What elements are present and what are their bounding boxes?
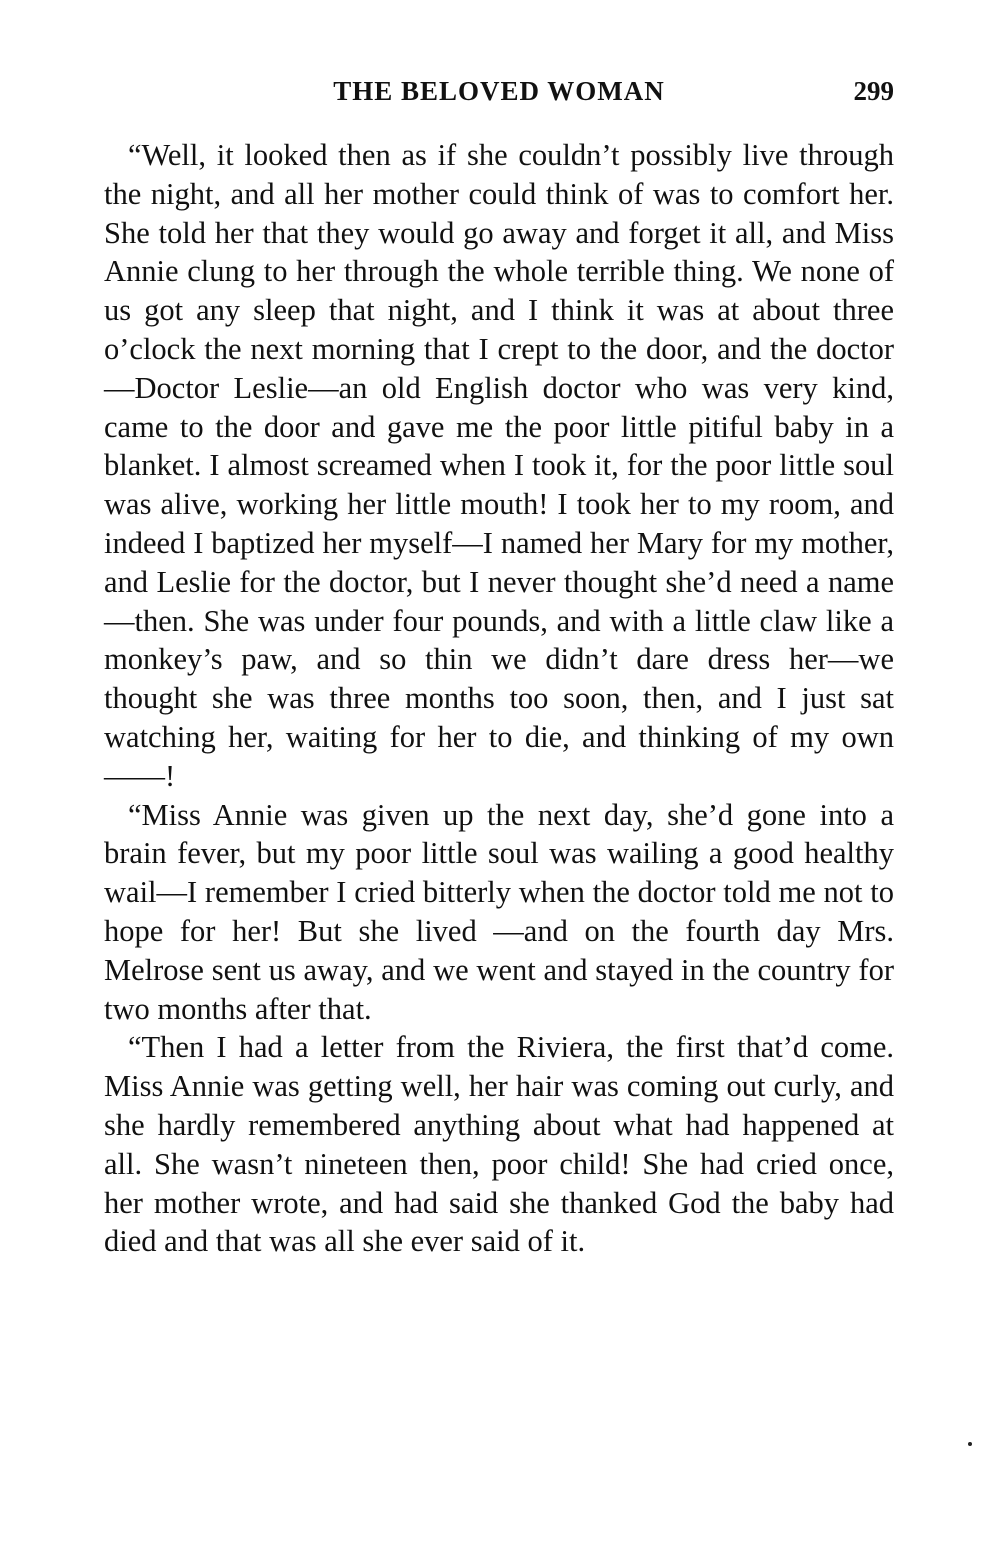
paragraph-3: “Then I had a letter from the Riviera, the first that’d come. Miss Annie was getting well, her hair was coming out curly, and she hardly remembered anything about what had happened at all. She wasn’t nineteen then, poor child! She had cried once, her mother wrote, and had said she thanked God the baby had died and that was all she ever said of it. (104, 1030, 894, 1259)
running-title: THE BELOVED WOMAN (333, 76, 665, 106)
paragraph-2: “Miss Annie was given up the next day, she’d gone into a brain fever, but my poor little soul was wailing a good healthy wail—I remember I cried bitterly when the doctor told me not to hope for her! But she lived —and on the fourth day Mrs. Melrose sent us away, and we went and stayed in the country for two months after that. (104, 797, 894, 1026)
running-head (104, 76, 894, 116)
page-number: 299 (853, 76, 894, 106)
paragraph-1: “Well, it looked then as if she couldn’t possibly live through the night, and all her mother could think of was to comfort her. She told her that they would go away and forget it all, and Miss Annie clung to her through the whole terrible thing. We none of us got any sleep that night, and I think it was at about three o’clock the next morning that I crept to the door, and the doctor—Doctor Leslie—an old English doctor who was very kind, came to the door and gave me the poor little pitiful baby in a blanket. I almost screamed when I took it, for the poor little soul was alive, working her little mouth! I took her to my room, and indeed I baptized her myself—I named her Mary for my mother, and Leslie for the doctor, but I never thought she’d need a name—then. She was under four pounds, and with a little claw like a monkey’s paw, and so thin we didn’t dare dress her—we thought she was three months too soon, then, and I just sat watching her, waiting for her to die, and thinking of my own——! (104, 138, 894, 793)
ink-speck (968, 1442, 972, 1446)
body-text (104, 136, 894, 1261)
